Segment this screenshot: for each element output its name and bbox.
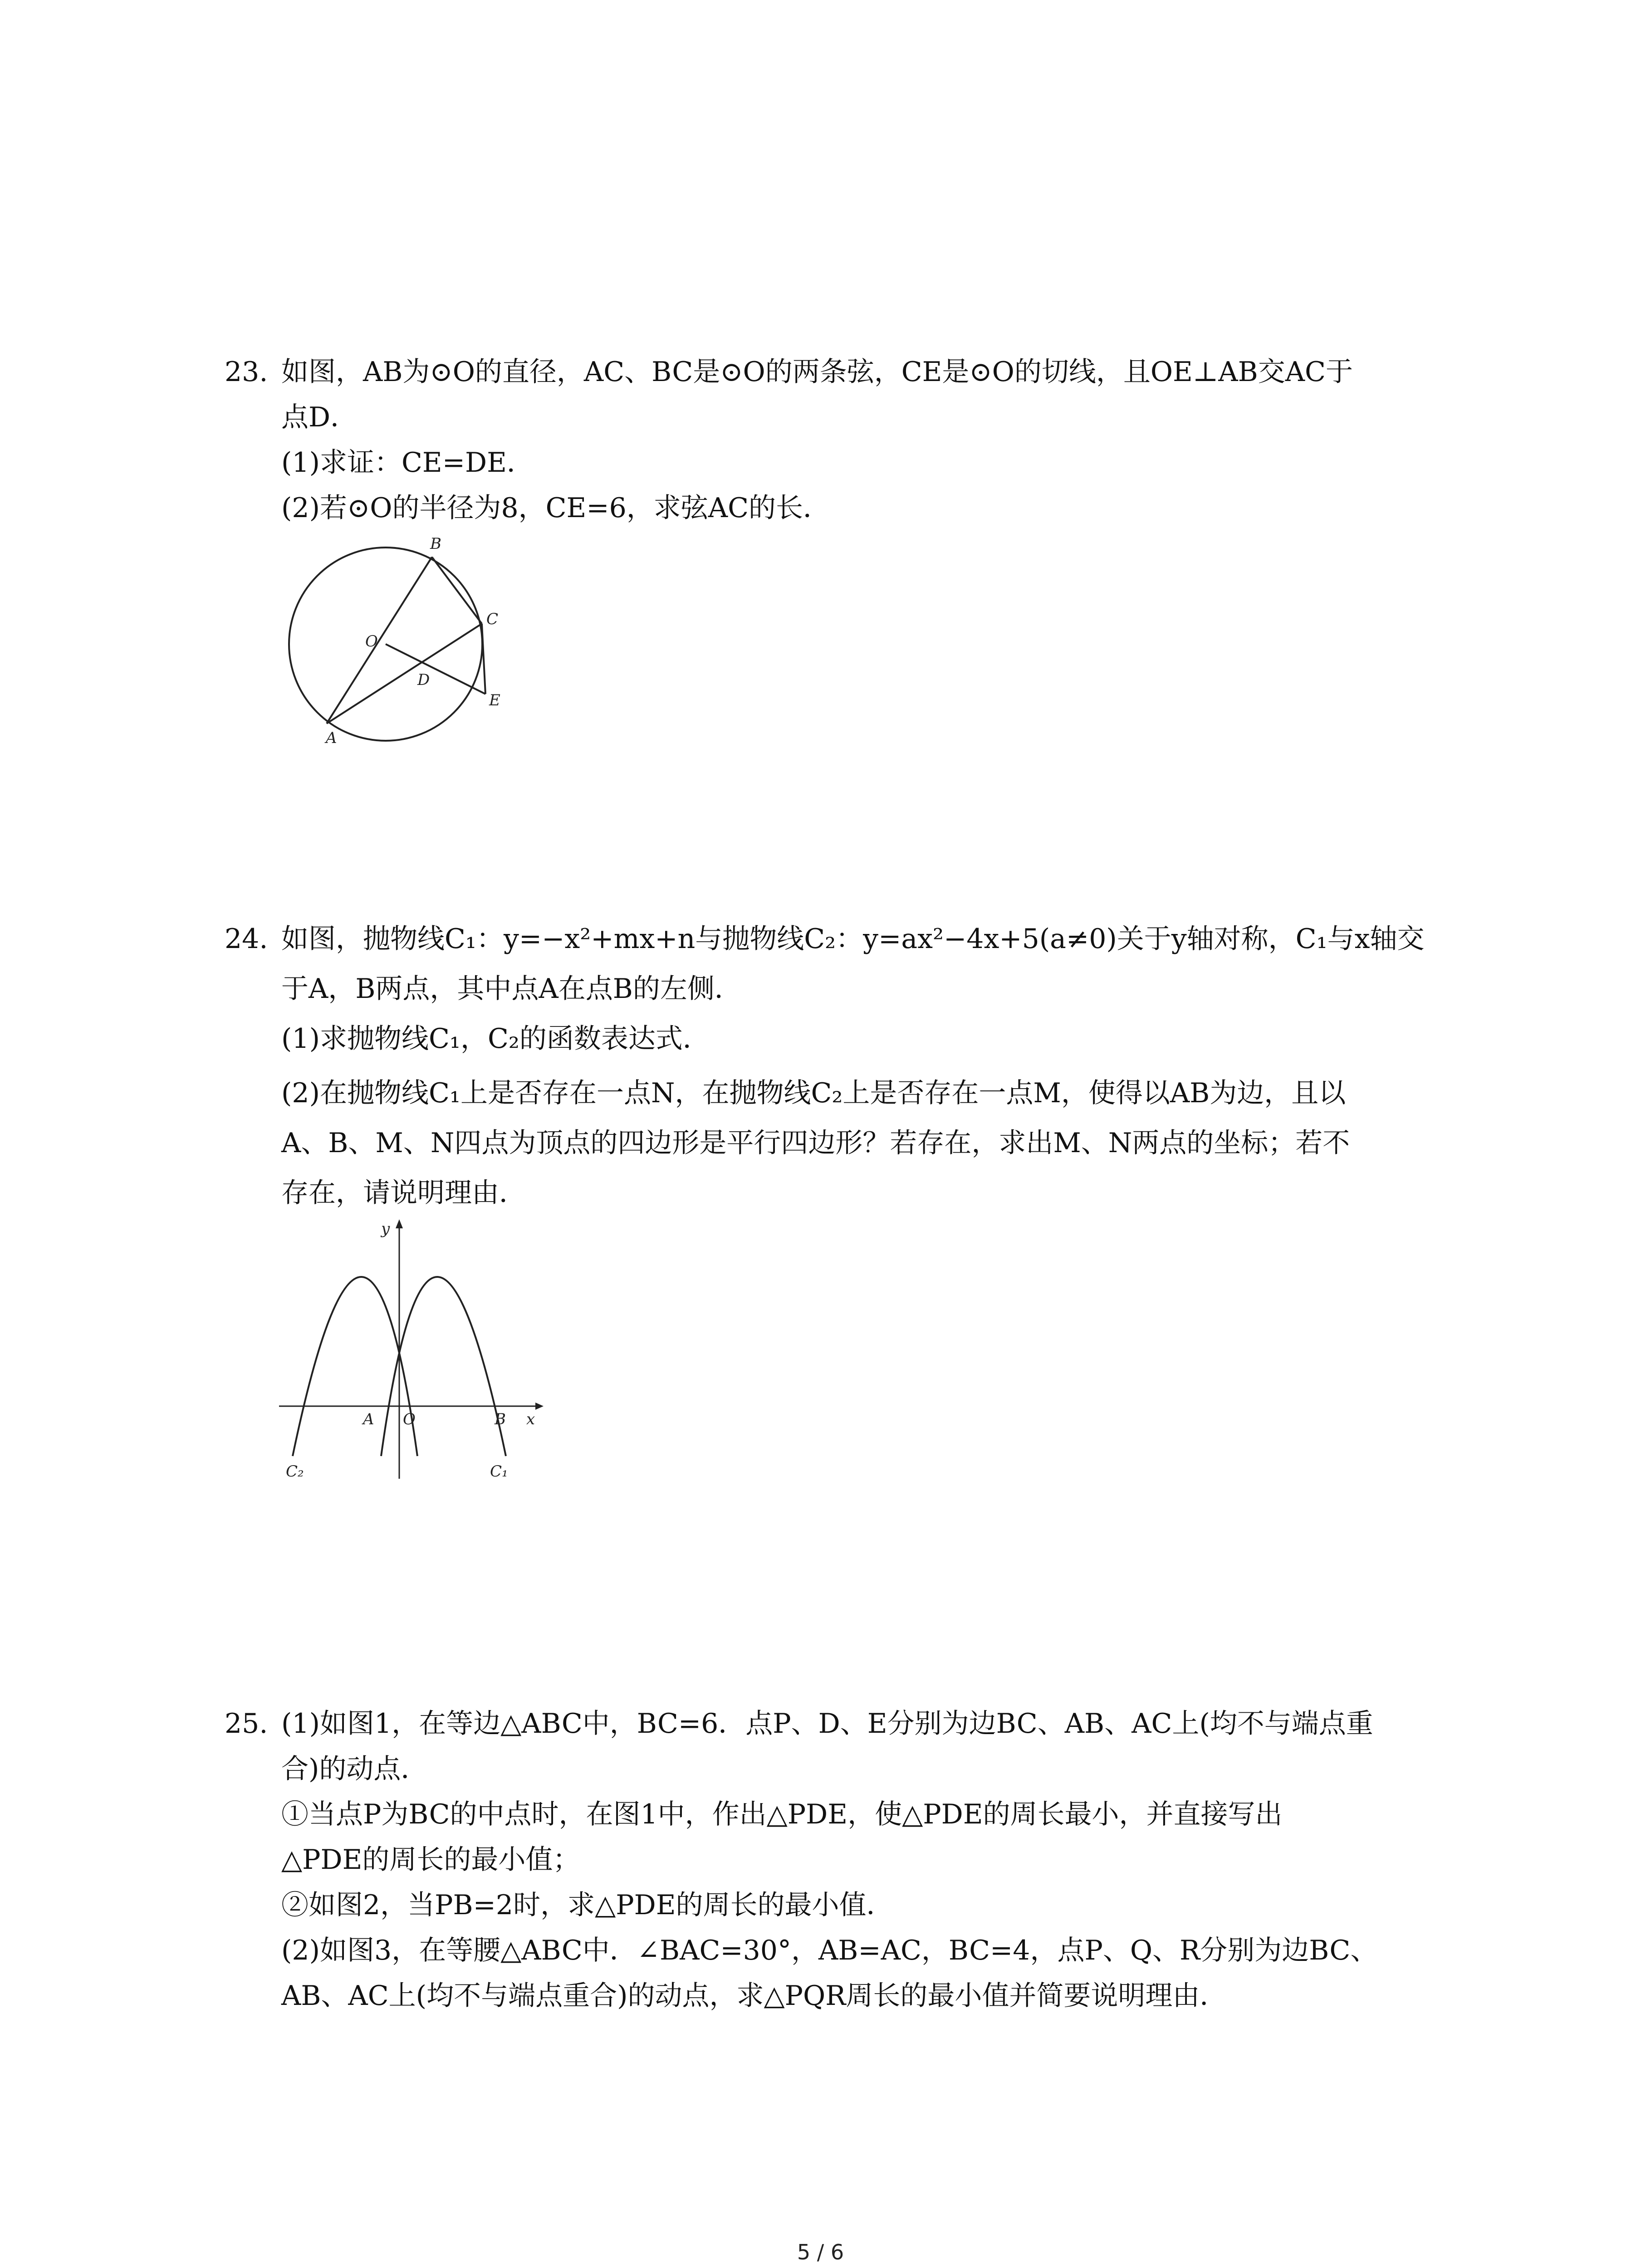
q24-number: 24. <box>225 923 268 955</box>
label-b: B <box>430 535 441 553</box>
label-x: x <box>526 1410 535 1428</box>
x-axis-arrow <box>535 1403 544 1410</box>
q25-line-4: △PDE的周长的最小值； <box>281 1844 580 1876</box>
q25-line-6: (2)如图3，在等腰△ABC中．∠BAC=30°，AB=AC，BC=4，点P、Q、R分别为边BC、 <box>281 1935 1378 1966</box>
q25-stem: (1)如图1，在等边△ABC中，BC=6．点P、D、E分别为边BC、AB、AC上(均不与端点重 <box>281 1708 1373 1740</box>
y-axis-arrow <box>396 1219 403 1228</box>
q25-line-3: ①当点P为BC的中点时，在图1中，作出△PDE，使△PDE的周长最小，并直接写出 <box>281 1799 1283 1830</box>
q23-stem: 如图，AB为⊙O的直径，AC、BC是⊙O的两条弦，CE是⊙O的切线，且OE⊥AB交AC于 <box>281 356 1353 388</box>
page-number: 5 / 6 <box>797 2240 844 2264</box>
label-d: D <box>417 671 430 689</box>
q24-stem: 如图，抛物线C₁：y=−x²+mx+n与抛物线C₂：y=ax²−4x+5(a≠0)关于y轴对称，C₁与x轴交 <box>281 923 1425 955</box>
q23-line-2: 点D． <box>281 401 358 433</box>
q25-number: 25. <box>225 1708 268 1740</box>
label-y: y <box>381 1220 390 1238</box>
q25-line-5: ②如图2，当PB=2时，求△PDE的周长的最小值． <box>281 1889 894 1921</box>
label-o: O <box>365 632 378 650</box>
q24-part-1: (1)求抛物线C₁，C₂的函数表达式． <box>281 1023 710 1055</box>
label-b: B <box>495 1410 506 1428</box>
label-c: C <box>486 610 499 628</box>
q24-part-2-line-1: (2)在抛物线C₁上是否存在一点N，在抛物线C₂上是否存在一点M，使得以AB为边，且以 <box>281 1077 1346 1109</box>
q25-line-1 <box>225 1706 1373 1742</box>
label-c1: C₁ <box>490 1462 508 1481</box>
label-a: A <box>326 729 337 747</box>
label-e: E <box>489 691 500 709</box>
label-o: O <box>403 1410 416 1428</box>
q23-part-2: (2)若⊙O的半径为8，CE=6，求弦AC的长． <box>281 492 831 524</box>
segment-oe <box>386 644 485 694</box>
q23-line-1 <box>225 354 1353 390</box>
q24-line-2: 于A，B两点，其中点A在点B的左侧． <box>281 973 742 1005</box>
q23-circle-figure <box>272 535 526 758</box>
label-c2: C₂ <box>286 1462 304 1481</box>
chord-bc <box>432 557 482 624</box>
q25-line-7: AB、AC上(均不与端点重合)的动点，求△PQR周长的最小值并简要说明理由． <box>281 1980 1227 2012</box>
q23-part-1: (1)求证：CE=DE． <box>281 447 534 479</box>
tangent-ce <box>482 624 485 694</box>
q24-parabola-figure <box>272 1216 554 1483</box>
diameter-ab <box>327 557 432 723</box>
q24-line-1 <box>225 921 1424 957</box>
q25-line-2: 合)的动点． <box>281 1753 428 1785</box>
q23-number: 23. <box>225 356 268 388</box>
q24-part-2-line-2: A、B、M、N四点为顶点的四边形是平行四边形？若存在，求出M、N两点的坐标；若不 <box>281 1127 1350 1159</box>
q24-part-2-line-3: 存在，请说明理由． <box>281 1177 526 1209</box>
label-a: A <box>363 1410 374 1428</box>
